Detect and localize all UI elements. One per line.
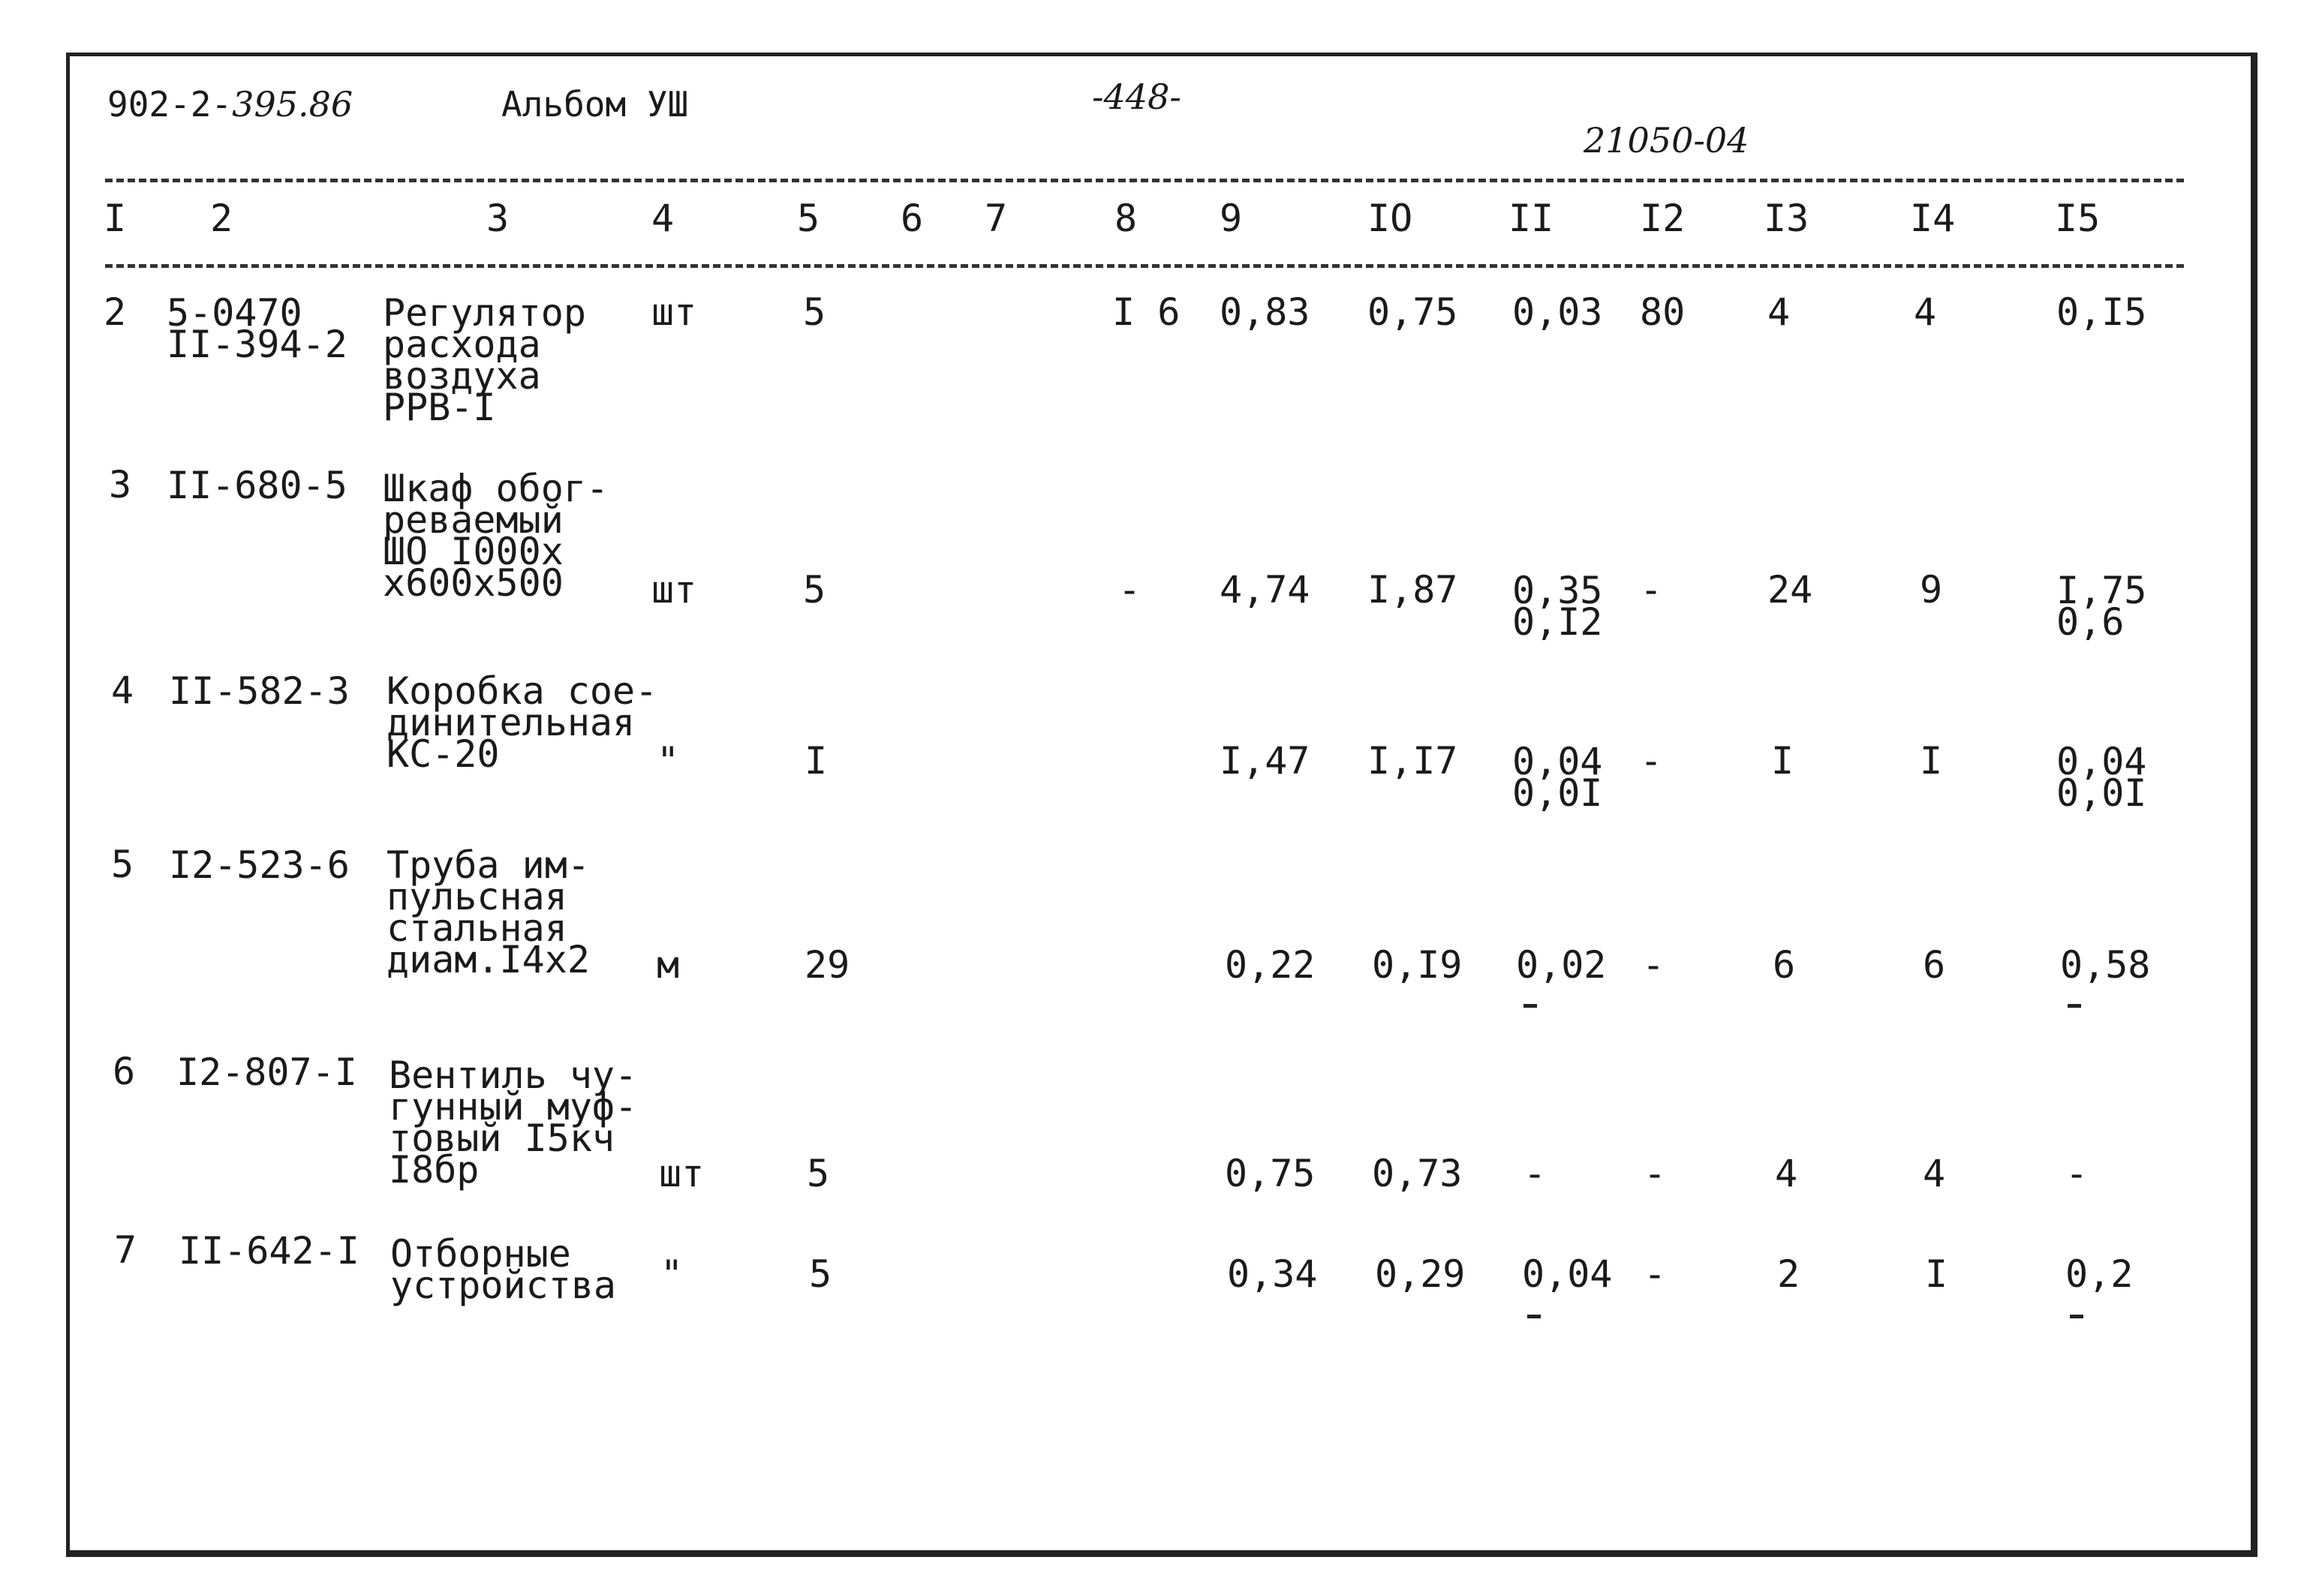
quantity: 5 <box>807 1152 830 1195</box>
page-number: -448- <box>1092 77 1181 117</box>
col-11-value: - <box>1523 1152 1547 1195</box>
col-11-value: 0,04 <box>1522 1252 1613 1296</box>
column-number: 5 <box>797 197 820 240</box>
underline-mark <box>2070 1315 2083 1318</box>
column-number: I <box>104 197 127 240</box>
col-10-value: 0,29 <box>1375 1252 1466 1296</box>
col-12-value: - <box>1644 1252 1667 1296</box>
col-8-value: - <box>1118 568 1141 612</box>
col-9-value: 0,75 <box>1225 1152 1316 1195</box>
catalog-code: II-680-5 <box>167 464 347 507</box>
item-name: Коробка сое- динительная КС-20 <box>387 669 658 776</box>
row-number: 6 <box>113 1050 136 1093</box>
item-name: Труба им- пульсная стальная диам.I4х2 <box>387 843 590 981</box>
row-number: 4 <box>111 669 134 712</box>
quantity: I <box>805 739 828 783</box>
col-15-value: I,75 0,6 <box>2056 569 2147 644</box>
col-13-value: 6 <box>1773 943 1796 987</box>
col-10-value: I,I7 <box>1367 739 1458 783</box>
col-15-value: 0,58 <box>2060 943 2151 987</box>
col-12-value: - <box>1640 568 1663 612</box>
column-number: I2 <box>1640 197 1686 240</box>
col-13-value: 4 <box>1767 290 1791 334</box>
col-14-value: 4 <box>1923 1152 1946 1195</box>
album-label: Альбом УШ <box>501 84 689 125</box>
col-10-value: 0,I9 <box>1372 943 1463 987</box>
col-11-value: 0,04 0,0I <box>1512 740 1603 815</box>
col-14-value: 6 <box>1923 943 1946 987</box>
col-9-value: 0,83 <box>1220 290 1310 334</box>
col-15-value: 0,I5 <box>2056 290 2147 334</box>
col-15-value: 0,2 <box>2065 1252 2134 1296</box>
item-name: Шкаф обог- реваемый ШО I000х х600х500 <box>383 467 609 605</box>
col-11-value: 0,02 <box>1516 943 1607 987</box>
col-11-value: 0,35 0,I2 <box>1512 569 1603 644</box>
col-12-value: - <box>1642 943 1665 987</box>
column-number: 4 <box>651 197 675 240</box>
quantity: 29 <box>805 943 850 987</box>
row-number: 7 <box>114 1228 137 1272</box>
col-8-value: I 6 <box>1112 290 1181 334</box>
unit: " <box>657 739 680 783</box>
col-14-value: I <box>1925 1252 1948 1296</box>
item-name: Отборные устройства <box>390 1232 617 1307</box>
document-code <box>107 84 353 125</box>
quantity: 5 <box>803 290 826 334</box>
col-11-value: 0,03 <box>1512 290 1603 334</box>
quantity: 5 <box>809 1252 832 1296</box>
item-name: Вентиль чу- гунный муф- товый I5кч I8бр <box>389 1053 638 1192</box>
column-number: I4 <box>1910 197 1956 240</box>
col-12-value: 80 <box>1640 290 1686 334</box>
col-10-value: 0,73 <box>1372 1152 1463 1195</box>
col-14-value: 9 <box>1920 568 1943 612</box>
column-number: I5 <box>2055 197 2101 240</box>
unit: шт <box>651 290 697 334</box>
unit: шт <box>651 568 697 612</box>
column-number: 8 <box>1114 197 1138 240</box>
col-9-value: 0,22 <box>1225 943 1316 987</box>
col-10-value: I,87 <box>1367 568 1458 612</box>
document-code-prefix: 902-2- <box>107 84 233 125</box>
column-number: 7 <box>985 197 1008 240</box>
column-number: IO <box>1367 197 1413 240</box>
column-number: II <box>1508 197 1554 240</box>
doc-number: 21050-04 <box>1584 120 1749 161</box>
unit: " <box>660 1252 684 1296</box>
row-number: 2 <box>104 290 127 334</box>
unit: м <box>657 943 680 987</box>
underline-mark <box>2068 1004 2081 1008</box>
column-number: 3 <box>486 197 510 240</box>
column-number: 6 <box>901 197 924 240</box>
catalog-code: 5-0470 II-394-2 <box>167 291 347 366</box>
col-12-value: - <box>1640 739 1663 783</box>
row-number: 5 <box>111 843 134 886</box>
col-13-value: 2 <box>1777 1252 1800 1296</box>
col-13-value: 4 <box>1775 1152 1798 1195</box>
col-12-value: - <box>1644 1152 1667 1195</box>
col-9-value: I,47 <box>1220 739 1310 783</box>
underline-mark <box>1523 1004 1537 1008</box>
catalog-code: I2-807-I <box>176 1050 357 1094</box>
catalog-code: II-642-I <box>179 1229 359 1273</box>
underline-mark <box>1527 1315 1541 1318</box>
document-code-suffix: 395.86 <box>232 84 353 125</box>
col-9-value: 0,34 <box>1227 1252 1318 1296</box>
col-14-value: 4 <box>1914 290 1937 334</box>
col-15-value: 0,04 0,0I <box>2056 740 2147 815</box>
unit: шт <box>659 1152 705 1195</box>
col-9-value: 4,74 <box>1220 568 1310 612</box>
page-frame <box>66 53 2257 1557</box>
column-number: 2 <box>210 197 233 240</box>
col-10-value: 0,75 <box>1367 290 1458 334</box>
header-rule-bottom <box>105 264 2184 268</box>
column-number: 9 <box>1220 197 1243 240</box>
col-13-value: I <box>1771 739 1794 783</box>
item-name: Регулятор расхода воздуха РРВ-I <box>383 291 586 429</box>
column-number: I3 <box>1764 197 1809 240</box>
header-rule-top <box>105 179 2184 182</box>
catalog-code: II-582-3 <box>169 669 350 713</box>
col-13-value: 24 <box>1767 568 1813 612</box>
col-15-value: - <box>2065 1152 2089 1195</box>
quantity: 5 <box>803 568 826 612</box>
row-number: 3 <box>109 463 132 506</box>
catalog-code: I2-523-6 <box>169 843 350 887</box>
col-14-value: I <box>1920 739 1943 783</box>
